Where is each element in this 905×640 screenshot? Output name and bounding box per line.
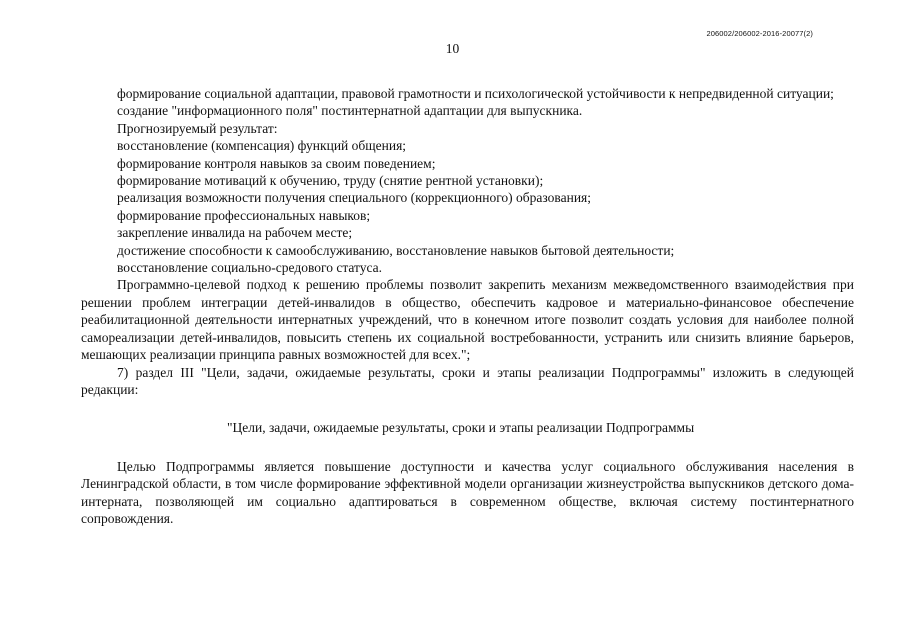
list-item: закрепление инвалида на рабочем месте; — [117, 225, 353, 241]
list-item: реализация возможности получения специального (коррекционного) образования; — [117, 190, 592, 206]
list-item: формирование профессиональных навыков; — [117, 207, 371, 223]
list-item: формирование контроля навыков за своим поведением; — [117, 155, 436, 171]
list-item: восстановление социально-средового статуса. — [117, 260, 383, 276]
list-item: формирование мотиваций к обучению, труду (снятие рентной установки); — [117, 173, 544, 189]
document-body — [81, 85, 854, 527]
section-heading: "Цели, задачи, ожидаемые результаты, сроки и этапы реализации Подпрограммы — [227, 420, 695, 436]
paragraph: Программно-целевой подход к решению проблемы позволит закрепить механизм межведомственного взаимодействия при решении проблем интеграции детей-инвалидов в общество, обеспечить кадровое и материально-финансовое обеспечение реабилитационной деятельности интернатных учреждений, что в конечном итоге позволит создать условия для наиболее полной самореализации детей-инвалидов, повысить степень их социальной востребованности, устранить или снизить влияние барьеров, мешающих реализации принципа равных возможностей для всех."; — [81, 277, 854, 363]
document-id: 206002/206002-2016-20077(2) — [706, 29, 813, 38]
page-number: 10 — [445, 41, 460, 56]
list-item: достижение способности к самообслуживанию, восстановление навыков бытовой деятельности; — [117, 242, 675, 258]
paragraph: 7) раздел III "Цели, задачи, ожидаемые результаты, сроки и этапы реализации Подпрограммы" изложить в следующей редакции: — [81, 364, 854, 397]
goal-paragraph: Целью Подпрограммы является повышение доступности и качества услуг социального обслуживания населения в Ленинградской области, в том числе формирование эффективной модели организации жизнеустройства выпускников детского дома-интерната, позволяющей им социально адаптироваться в современном обществе, включая систему постинтернатного сопровождения. — [81, 458, 854, 526]
paragraph: формирование социальной адаптации, правовой грамотности и психологической устойчивости к непредвиденной ситуации; — [117, 86, 834, 101]
list-item: восстановление (компенсация) функций общения; — [117, 138, 407, 154]
paragraph: Прогнозируемый результат: — [117, 120, 278, 136]
paragraph: создание "информационного поля" постинтернатной адаптации для выпускника. — [117, 103, 583, 119]
